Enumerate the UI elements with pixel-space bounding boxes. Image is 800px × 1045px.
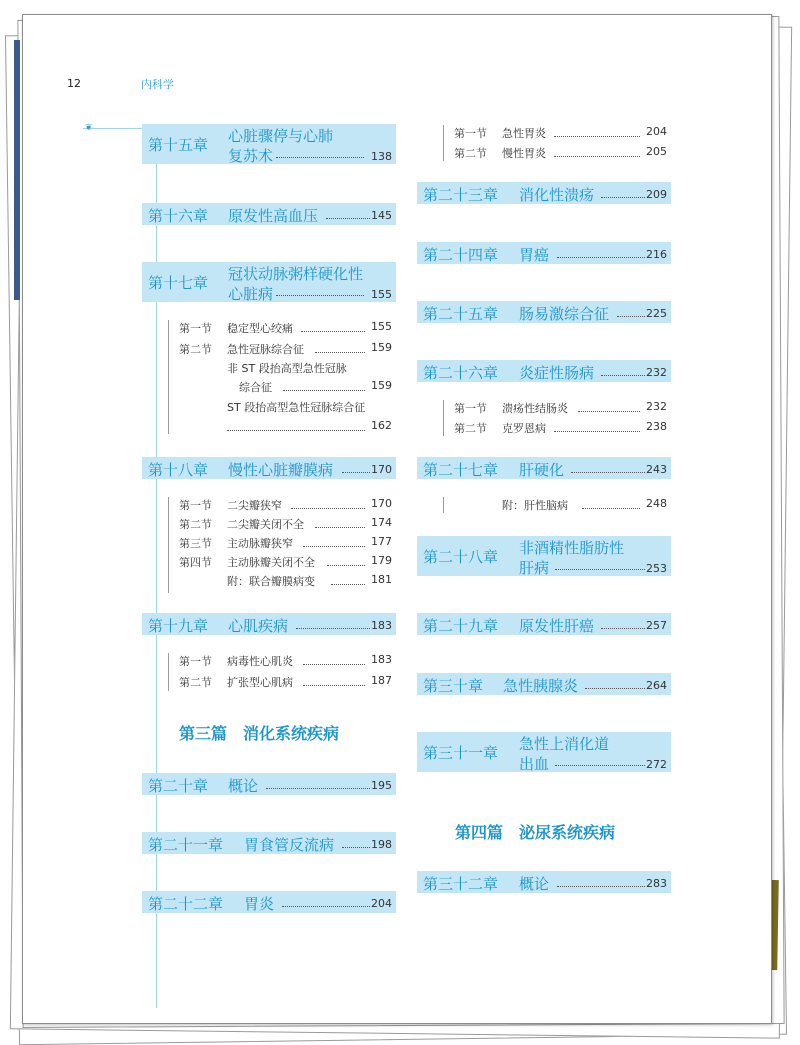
section-row[interactable] [454,420,667,436]
section-page: 187 [371,674,392,687]
chapter-page: 198 [371,838,392,851]
chapter-title-line2: 出血 [519,755,550,773]
chapter-title: 炎症性肠病 [519,364,595,382]
subsection-title: ST 段抬高型急性冠脉综合征 [227,401,366,414]
section-label: 第二节 [179,518,212,531]
book-cover-edge [14,40,20,300]
chapter-19[interactable] [142,613,396,635]
section-title: 稳定型心绞痛 [227,322,293,335]
chapter-page: 195 [371,779,392,792]
leader-dots [617,316,645,317]
chapter-title: 概论 [519,875,550,893]
leader-dots [601,628,645,629]
chapter-label: 第十九章 [148,617,209,635]
section-title: 二尖瓣关闭不全 [227,518,304,531]
margin-rule [156,128,157,1008]
subsection-row[interactable] [179,379,392,395]
chapter-label: 第十五章 [148,136,209,154]
chapter-title: 胃食管反流病 [244,836,335,854]
chapter-title-line1: 冠状动脉粥样硬化性 [228,265,364,283]
chapter-label: 第三十一章 [423,744,499,762]
chapter-title: 胃炎 [244,895,275,913]
leader-dots [301,331,365,332]
section-page: 177 [371,535,392,548]
chapter-label: 第三十章 [423,677,484,695]
chapter-label: 第二十八章 [423,548,499,566]
appendix-row[interactable] [454,497,667,513]
section-label: 第三节 [179,537,212,550]
section-page: 159 [371,341,392,354]
leader-dots [303,546,365,547]
chapter-title-line1: 心脏骤停与心肺 [228,127,334,145]
section-label: 第二节 [454,422,487,435]
chapter-23[interactable] [417,182,671,204]
section-page: 205 [646,145,667,158]
section-title: 急性冠脉综合征 [227,343,304,356]
appendix-title: 附：肝性脑病 [502,499,568,512]
chapter-26[interactable] [417,360,671,382]
leader-dots [555,765,645,766]
chapter-label: 第十八章 [148,461,209,479]
toc-page [22,14,772,1024]
leader-dots [342,472,370,473]
section-row[interactable] [179,535,392,551]
chapter-page: 272 [646,758,667,771]
section-label: 第一节 [454,402,487,415]
leader-dots [266,788,370,789]
section-title: 主动脉瓣狭窄 [227,537,293,550]
chapter-label: 第二十二章 [148,895,224,913]
leader-dots [557,257,645,258]
chapter-title: 慢性心脏瓣膜病 [228,461,334,479]
section-title: 扩张型心肌病 [227,676,293,689]
chapter-21[interactable] [142,832,396,854]
chapter-32[interactable] [417,871,671,893]
chapter-title: 原发性高血压 [228,207,319,225]
subsection-row[interactable] [179,399,392,415]
leader-dots [585,688,645,689]
chapter-label: 第二十七章 [423,461,499,479]
section-row[interactable] [454,125,667,141]
leader-dots [276,295,364,296]
chapter-title-line1: 非酒精性脂肪性 [519,539,625,557]
chapter-page: 264 [646,679,667,692]
section-page: 204 [646,125,667,138]
leader-dots [315,527,365,528]
subsection-row[interactable] [179,419,392,435]
chapter-16[interactable] [142,203,396,225]
section-label: 第一节 [179,655,212,668]
section-page: 183 [371,653,392,666]
section-row[interactable] [454,400,667,416]
chapter-page: 204 [371,897,392,910]
section-title: 主动脉瓣关闭不全 [227,556,315,569]
section-row[interactable] [179,653,392,669]
leader-dots [557,886,645,887]
chapter-page: 145 [371,209,392,222]
running-title: 内科学 [141,78,174,91]
part-4-heading[interactable]: 第四篇 泌尿系统疾病 [455,823,616,842]
subsection-page: 159 [371,379,392,392]
leader-dots [282,906,370,907]
chapter-title: 概论 [228,777,259,795]
chapter-title: 消化性溃疡 [519,186,595,204]
section-label: 第一节 [179,499,212,512]
section-row[interactable] [179,341,392,357]
section-row[interactable] [179,516,392,532]
leader-dots [342,847,370,848]
leader-dots [291,508,365,509]
section-page: 238 [646,420,667,433]
section-label: 第四节 [179,556,212,569]
leader-dots [554,136,640,137]
leader-dots [555,569,645,570]
section-row[interactable] [454,145,667,161]
chapter-page: 209 [646,188,667,201]
section-page: 179 [371,554,392,567]
leader-dots [571,472,645,473]
subsection-row[interactable] [179,360,392,376]
section-row[interactable] [179,554,392,570]
chapter-title: 心肌疾病 [228,617,289,635]
chapter-label: 第二十章 [148,777,209,795]
section-label: 第二节 [179,343,212,356]
section-row[interactable] [179,674,392,690]
section-label: 第一节 [179,322,212,335]
chapter-page: 257 [646,619,667,632]
chapter-label: 第二十一章 [148,836,224,854]
leader-dots [326,218,370,219]
chapter-title-line2: 复苏术 [228,147,274,165]
chapter-page: 155 [371,288,392,301]
section-row[interactable] [179,320,392,336]
section-bar [168,320,169,434]
section-bar [443,400,444,436]
appendix-page: 248 [646,497,667,510]
appendix-title: 附：联合瓣膜病变 [227,575,315,588]
part-3-heading[interactable]: 第三篇 消化系统疾病 [179,724,340,743]
leader-dots [601,197,645,198]
leader-dots [227,430,365,431]
chapter-title-line2: 肝病 [519,559,550,577]
chapter-label: 第二十九章 [423,617,499,635]
chapter-page: 253 [646,562,667,575]
chapter-label: 第十七章 [148,274,209,292]
chapter-28[interactable] [417,536,671,576]
appendix-page: 181 [371,573,392,586]
leader-dots [327,565,365,566]
chapter-24[interactable] [417,242,671,264]
leader-dots [331,584,365,585]
chapter-20[interactable] [142,773,396,795]
section-page: 174 [371,516,392,529]
chapter-page: 243 [646,463,667,476]
leader-dots [554,156,640,157]
section-label: 第二节 [454,147,487,160]
chapter-page: 183 [371,619,392,632]
leader-dots [578,411,640,412]
chapter-page: 232 [646,366,667,379]
section-title: 慢性胃炎 [502,147,546,160]
leader-dots [315,352,365,353]
chapter-label: 第三十二章 [423,875,499,893]
chapter-31[interactable] [417,732,671,772]
chapter-page: 216 [646,248,667,261]
section-bar [443,125,444,161]
leaf-icon: ❦ [85,123,93,133]
chapter-title: 肠易激综合征 [519,305,610,323]
leader-dots [303,685,365,686]
chapter-title: 原发性肝癌 [519,617,595,635]
section-page: 155 [371,320,392,333]
leader-dots [303,664,365,665]
chapter-page: 283 [646,877,667,890]
section-bar [443,497,444,513]
section-bar [168,497,169,593]
chapter-25[interactable] [417,301,671,323]
section-label: 第一节 [454,127,487,140]
appendix-row[interactable] [179,573,392,589]
chapter-title: 急性胰腺炎 [503,677,579,695]
chapter-label: 第十六章 [148,207,209,225]
leader-dots [283,390,365,391]
chapter-18[interactable] [142,457,396,479]
chapter-title: 肝硬化 [519,461,565,479]
chapter-30[interactable] [417,673,671,695]
chapter-label: 第二十六章 [423,364,499,382]
chapter-15[interactable] [142,124,396,164]
leader-dots [601,375,645,376]
chapter-title-line2: 心脏病 [228,285,274,303]
chapter-title-line1: 急性上消化道 [519,735,610,753]
chapter-17[interactable] [142,262,396,302]
leader-dots [582,508,640,509]
leader-dots [276,157,364,158]
section-label: 第二节 [179,676,212,689]
section-title: 病毒性心肌炎 [227,655,293,668]
chapter-page: 225 [646,307,667,320]
section-title: 急性胃炎 [502,127,546,140]
chapter-label: 第二十五章 [423,305,499,323]
subsection-page: 162 [371,419,392,432]
section-row[interactable] [179,497,392,513]
section-page: 232 [646,400,667,413]
chapter-27[interactable] [417,457,671,479]
chapter-page: 170 [371,463,392,476]
leader-dots [554,431,640,432]
chapter-22[interactable] [142,891,396,913]
page-number: 12 [67,77,81,90]
chapter-label: 第二十三章 [423,186,499,204]
chapter-label: 第二十四章 [423,246,499,264]
leader-dots [296,628,370,629]
subsection-title: 非 ST 段抬高型急性冠脉 [227,362,347,375]
section-title: 克罗恩病 [502,422,546,435]
section-title: 二尖瓣狭窄 [227,499,282,512]
chapter-title: 胃癌 [519,246,550,264]
chapter-29[interactable] [417,613,671,635]
chapter-page: 138 [371,150,392,163]
section-page: 170 [371,497,392,510]
subsection-title-cont: 综合征 [239,381,272,394]
section-bar [168,653,169,691]
section-title: 溃疡性结肠炎 [502,402,568,415]
